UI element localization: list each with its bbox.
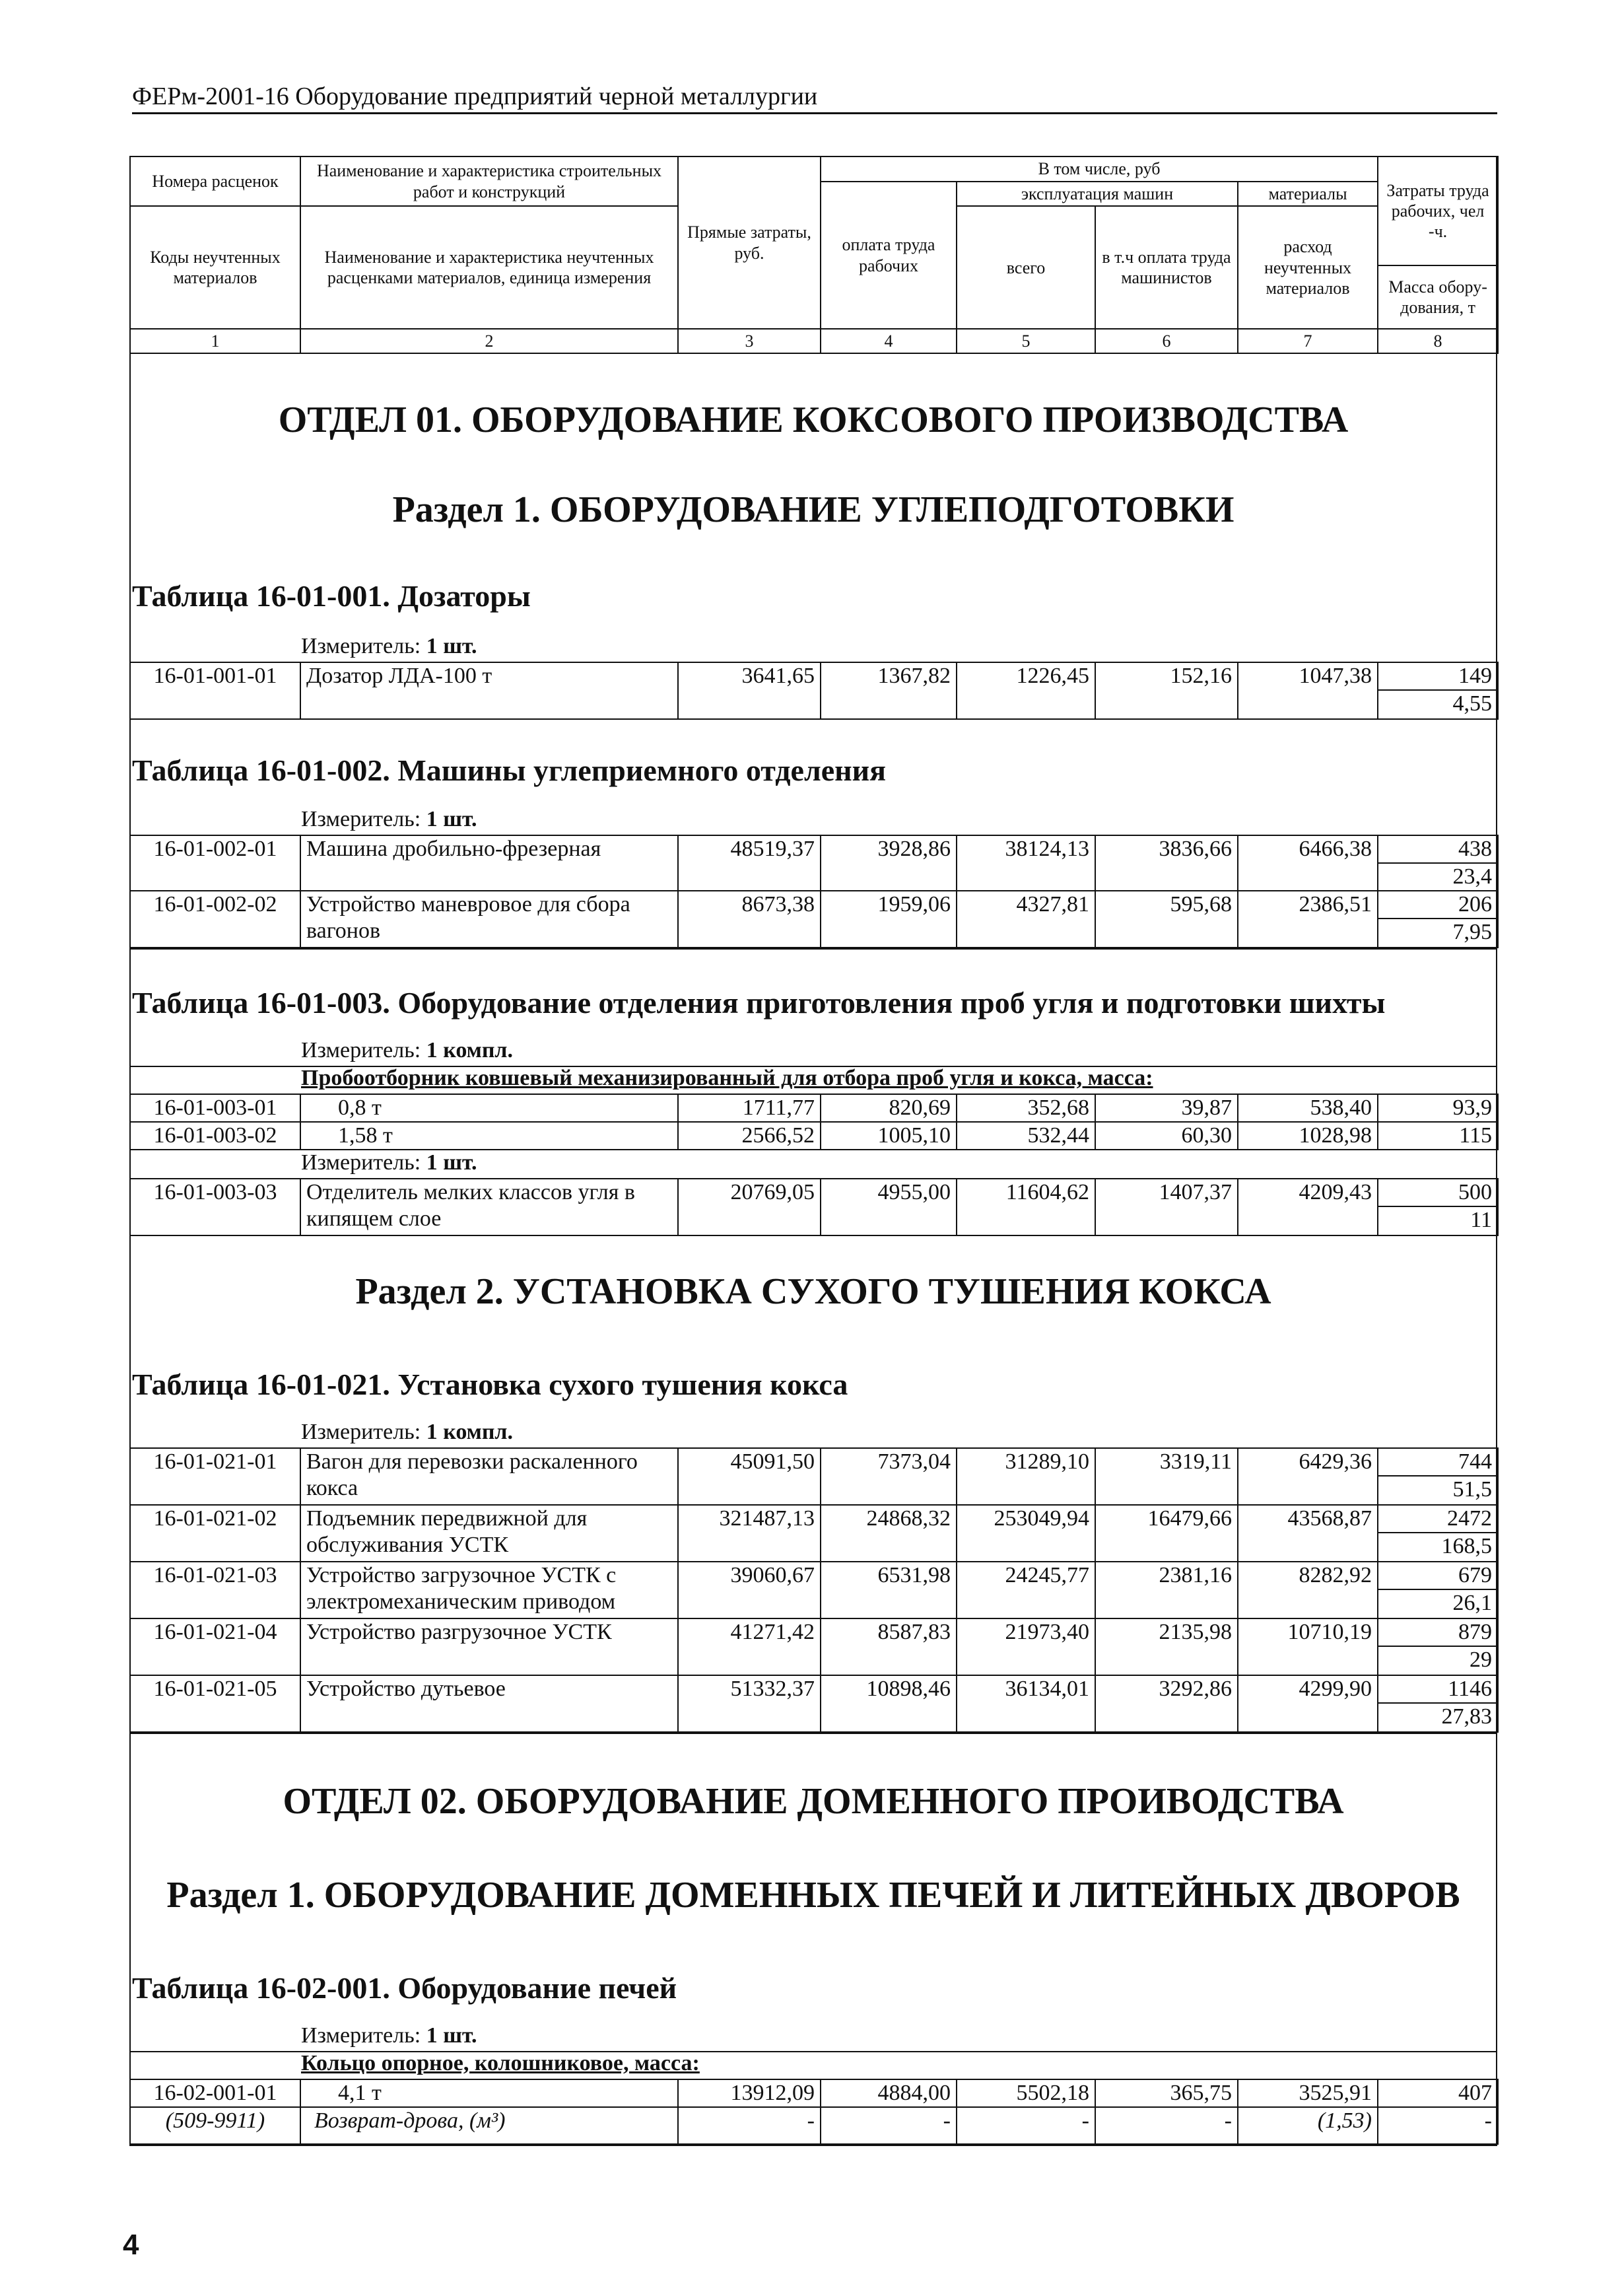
rate-name: Устройство дутьевое: [300, 1675, 678, 1732]
direct-costs: 2566,52: [678, 1122, 821, 1150]
direct-costs: 13912,09: [678, 2079, 821, 2107]
header-mass: Масса обору-дования, т: [1378, 265, 1498, 329]
table-003-unit: Измеритель: 1 компл.: [301, 1038, 514, 1062]
direct-costs: 41271,42: [678, 1618, 821, 1675]
labor: 500: [1378, 1179, 1497, 1207]
labor: 149: [1378, 663, 1497, 691]
materials: 1028,98: [1238, 1122, 1378, 1150]
wages: 1005,10: [821, 1122, 957, 1150]
labor: 679: [1378, 1562, 1497, 1590]
col-num-2: 2: [300, 329, 678, 353]
table-201: [129, 2079, 1499, 2145]
mass: 29: [1470, 1648, 1492, 1672]
rate-name: Вагон для перевозки раскаленного кокса: [300, 1448, 678, 1505]
wages: 7373,04: [821, 1448, 957, 1505]
mass: 11: [1470, 1208, 1492, 1232]
section-3-title: Раздел 1. ОБОРУДОВАНИЕ ДОМЕННЫХ ПЕЧЕЙ И ЛИТЕЙНЫХ ДВОРОВ: [166, 1875, 1460, 1916]
labor-mass: [1378, 1179, 1498, 1235]
col-num-7: 7: [1238, 329, 1378, 353]
materials: 3525,91: [1238, 2079, 1378, 2107]
table-003-subhead: Пробоотборник ковшевый механизированный для отбора проб угля и кокса, масса:: [301, 1066, 1153, 1090]
header-incl: В том числе, руб: [821, 156, 1378, 182]
col-num-1: 1: [130, 329, 300, 353]
labor: 879: [1378, 1619, 1497, 1647]
table-row: [130, 835, 1498, 891]
mass: 26,1: [1452, 1591, 1492, 1615]
direct-costs: 20769,05: [678, 1179, 821, 1235]
table-003-title: Таблица 16-01-003. Оборудование отделения приготовления проб угля и подготовки шихты: [132, 986, 1386, 1020]
table-201-title: Таблица 16-02-001. Оборудование печей: [132, 1971, 677, 2005]
materials: 43568,87: [1238, 1505, 1378, 1562]
table-001-unit: Измеритель: 1 шт.: [301, 634, 477, 658]
rate-code: 16-01-002-02: [130, 891, 300, 948]
rate-name: Устройство загрузочное УСТК с электромеханическим приводом: [300, 1562, 678, 1618]
machines-total: 352,68: [957, 1094, 1095, 1122]
labor-mass: [1378, 1505, 1498, 1562]
col-num-4: 4: [821, 329, 957, 353]
labor: 1146: [1378, 1676, 1497, 1704]
dept-01-title: ОТДЕЛ 01. ОБОРУДОВАНИЕ КОКСОВОГО ПРОИЗВОДСТВА: [278, 399, 1349, 440]
machines-total: 24245,77: [957, 1562, 1095, 1618]
machines-total: 5502,18: [957, 2079, 1095, 2107]
header-material-name: Наименование и характеристика неучтенных расценками материалов, единица измерения: [300, 206, 678, 329]
machines-total: 31289,10: [957, 1448, 1095, 1505]
materials: 2386,51: [1238, 891, 1378, 948]
rate-name: Подъемник передвижной для обслуживания УСТК: [300, 1505, 678, 1562]
labor: 744: [1378, 1449, 1497, 1476]
page-number: 4: [123, 2229, 139, 2261]
header-material-use: расход неучтенных материалов: [1238, 206, 1378, 329]
mass: -: [1378, 2107, 1498, 2144]
direct-costs: 39060,67: [678, 1562, 821, 1618]
col-num-5: 5: [957, 329, 1095, 353]
machinist-wages: 3292,86: [1095, 1675, 1238, 1732]
table-001: [129, 662, 1499, 720]
labor-mass: [1378, 835, 1498, 891]
labor-mass: [1378, 1562, 1498, 1618]
material-row: [130, 2107, 1498, 2144]
header-machines-total: всего: [957, 206, 1095, 329]
machinist-wages: 16479,66: [1095, 1505, 1238, 1562]
labor: 93,9: [1378, 1094, 1498, 1122]
labor-mass: [1378, 1448, 1498, 1505]
rate-name: Устройство маневровое для сбора вагонов: [300, 891, 678, 948]
column-header-table: [129, 156, 1499, 354]
rate-name: Устройство разгрузочное УСТК: [300, 1618, 678, 1675]
table-row: [130, 1179, 1498, 1235]
header-material-codes: Коды неучтенных материалов: [130, 206, 300, 329]
col-num-8: 8: [1378, 329, 1498, 353]
labor-mass: [1378, 1618, 1498, 1675]
header-labor: Затраты труда рабочих, чел -ч.: [1378, 156, 1498, 265]
rate-code: 16-01-003-02: [130, 1122, 300, 1150]
machines-total: 21973,40: [957, 1618, 1095, 1675]
table-row: [130, 1618, 1498, 1675]
machinist-wages: 1407,37: [1095, 1179, 1238, 1235]
mass: 168,5: [1441, 1534, 1492, 1558]
machinist-wages: -: [1095, 2107, 1238, 2144]
direct-costs: 45091,50: [678, 1448, 821, 1505]
wages: 1367,82: [821, 662, 957, 719]
table-003-unit-2: Измеритель: 1 шт.: [301, 1150, 477, 1175]
machines-total: 253049,94: [957, 1505, 1095, 1562]
rate-code: 16-01-021-01: [130, 1448, 300, 1505]
labor-mass: [1378, 662, 1498, 719]
table-row: [130, 891, 1498, 948]
section-2-title: Раздел 2. УСТАНОВКА СУХОГО ТУШЕНИЯ КОКСА: [355, 1271, 1271, 1312]
header-materials: материалы: [1238, 182, 1378, 206]
wages: 4884,00: [821, 2079, 957, 2107]
header-work-name: Наименование и характеристика строительных работ и конструкций: [300, 156, 678, 206]
rate-code: 16-01-003-03: [130, 1179, 300, 1235]
col-num-6: 6: [1095, 329, 1238, 353]
rate-code: 16-01-021-02: [130, 1505, 300, 1562]
header-wages: оплата труда рабочих: [821, 182, 957, 329]
mass: 7,95: [1452, 920, 1492, 944]
rate-code: 16-01-002-01: [130, 835, 300, 891]
direct-costs: 3641,65: [678, 662, 821, 719]
machines-total: 11604,62: [957, 1179, 1095, 1235]
table-row: [130, 2079, 1498, 2107]
rate-code: 16-01-003-01: [130, 1094, 300, 1122]
labor-mass: [1378, 891, 1498, 948]
dept-02-title: ОТДЕЛ 02. ОБОРУДОВАНИЕ ДОМЕННОГО ПРОИВОДСТВА: [283, 1781, 1344, 1822]
machines-total: 532,44: [957, 1122, 1095, 1150]
materials: 10710,19: [1238, 1618, 1378, 1675]
table-row: [130, 1448, 1498, 1505]
machines-total: 36134,01: [957, 1675, 1095, 1732]
table-row: [130, 1094, 1498, 1122]
materials: 8282,92: [1238, 1562, 1378, 1618]
material-code: (509-9911): [130, 2107, 300, 2144]
rate-code: 16-01-021-03: [130, 1562, 300, 1618]
labor: 2472: [1378, 1506, 1497, 1533]
section-1-title: Раздел 1. ОБОРУДОВАНИЕ УГЛЕПОДГОТОВКИ: [392, 489, 1235, 530]
wages: 3928,86: [821, 835, 957, 891]
wages: 1959,06: [821, 891, 957, 948]
rate-code: 16-01-001-01: [130, 662, 300, 719]
machinist-wages: 152,16: [1095, 662, 1238, 719]
rate-name: 0,8 т: [300, 1094, 678, 1122]
table-201-unit: Измеритель: 1 шт.: [301, 2023, 477, 2048]
wages: 6531,98: [821, 1562, 957, 1618]
direct-costs: -: [678, 2107, 821, 2144]
mass: 23,4: [1452, 864, 1492, 889]
materials: 1047,38: [1238, 662, 1378, 719]
direct-costs: 1711,77: [678, 1094, 821, 1122]
header-machines: эксплуатация машин: [957, 182, 1238, 206]
material-name: Возврат-дрова, (м³): [300, 2107, 678, 2144]
rate-name: Отделитель мелких классов угля в кипящем слое: [300, 1179, 678, 1235]
materials: 4209,43: [1238, 1179, 1378, 1235]
direct-costs: 48519,37: [678, 835, 821, 891]
table-row: [130, 1675, 1498, 1732]
direct-costs: 51332,37: [678, 1675, 821, 1732]
mass: 4,55: [1452, 691, 1492, 716]
machinist-wages: 3319,11: [1095, 1448, 1238, 1505]
mass: 51,5: [1452, 1477, 1492, 1502]
table-021: [129, 1447, 1499, 1733]
labor: 115: [1378, 1122, 1498, 1150]
rate-code: 16-02-001-01: [130, 2079, 300, 2107]
material-use: (1,53): [1238, 2107, 1378, 2144]
table-row: [130, 1505, 1498, 1562]
direct-costs: 321487,13: [678, 1505, 821, 1562]
labor-mass: [1378, 1675, 1498, 1732]
machines-total: 4327,81: [957, 891, 1095, 948]
machinist-wages: 39,87: [1095, 1094, 1238, 1122]
rate-name: Машина дробильно-фрезерная: [300, 835, 678, 891]
table-003: [129, 1094, 1499, 1150]
machinist-wages: 60,30: [1095, 1122, 1238, 1150]
wages: 820,69: [821, 1094, 957, 1122]
labor: 206: [1378, 891, 1497, 919]
materials: 4299,90: [1238, 1675, 1378, 1732]
table-021-title: Таблица 16-01-021. Установка сухого тушения кокса: [132, 1368, 848, 1401]
rate-code: 16-01-021-04: [130, 1618, 300, 1675]
mass: 27,83: [1441, 1704, 1492, 1729]
table-021-unit: Измеритель: 1 компл.: [301, 1420, 514, 1444]
table-002-title: Таблица 16-01-002. Машины углеприемного отделения: [132, 753, 887, 787]
materials: 6466,38: [1238, 835, 1378, 891]
table-row: [130, 1562, 1498, 1618]
machinist-wages: 365,75: [1095, 2079, 1238, 2107]
header-machinist-wages: в т.ч оплата труда машинистов: [1095, 206, 1238, 329]
machinist-wages: 3836,66: [1095, 835, 1238, 891]
table-row: [130, 1122, 1498, 1150]
wages: 24868,32: [821, 1505, 957, 1562]
header-rate-numbers: Номера расценок: [130, 156, 300, 206]
col-num-3: 3: [678, 329, 821, 353]
table-003b: [129, 1178, 1499, 1236]
table-201-subhead: Кольцо опорное, колошниковое, масса:: [301, 2051, 700, 2075]
machines-total: 1226,45: [957, 662, 1095, 719]
machines-total: -: [957, 2107, 1095, 2144]
machinist-wages: 2135,98: [1095, 1618, 1238, 1675]
rate-name: 4,1 т: [300, 2079, 678, 2107]
rate-name: Дозатор ЛДА-100 т: [300, 662, 678, 719]
wages: -: [821, 2107, 957, 2144]
materials: 538,40: [1238, 1094, 1378, 1122]
materials: 6429,36: [1238, 1448, 1378, 1505]
table-002: [129, 835, 1499, 948]
rate-name: 1,58 т: [300, 1122, 678, 1150]
wages: 8587,83: [821, 1618, 957, 1675]
direct-costs: 8673,38: [678, 891, 821, 948]
table-001-title: Таблица 16-01-001. Дозаторы: [132, 579, 531, 613]
machinist-wages: 595,68: [1095, 891, 1238, 948]
machines-total: 38124,13: [957, 835, 1095, 891]
header-direct-costs: Прямые затраты, руб.: [678, 156, 821, 329]
labor: 438: [1378, 836, 1497, 864]
table-row: [130, 662, 1498, 719]
page-header: ФЕРм-2001-16 Оборудование предприятий черной металлургии: [132, 82, 1497, 114]
wages: 4955,00: [821, 1179, 957, 1235]
machinist-wages: 2381,16: [1095, 1562, 1238, 1618]
rate-code: 16-01-021-05: [130, 1675, 300, 1732]
labor: 407: [1378, 2079, 1498, 2107]
wages: 10898,46: [821, 1675, 957, 1732]
table-002-unit: Измеритель: 1 шт.: [301, 807, 477, 831]
